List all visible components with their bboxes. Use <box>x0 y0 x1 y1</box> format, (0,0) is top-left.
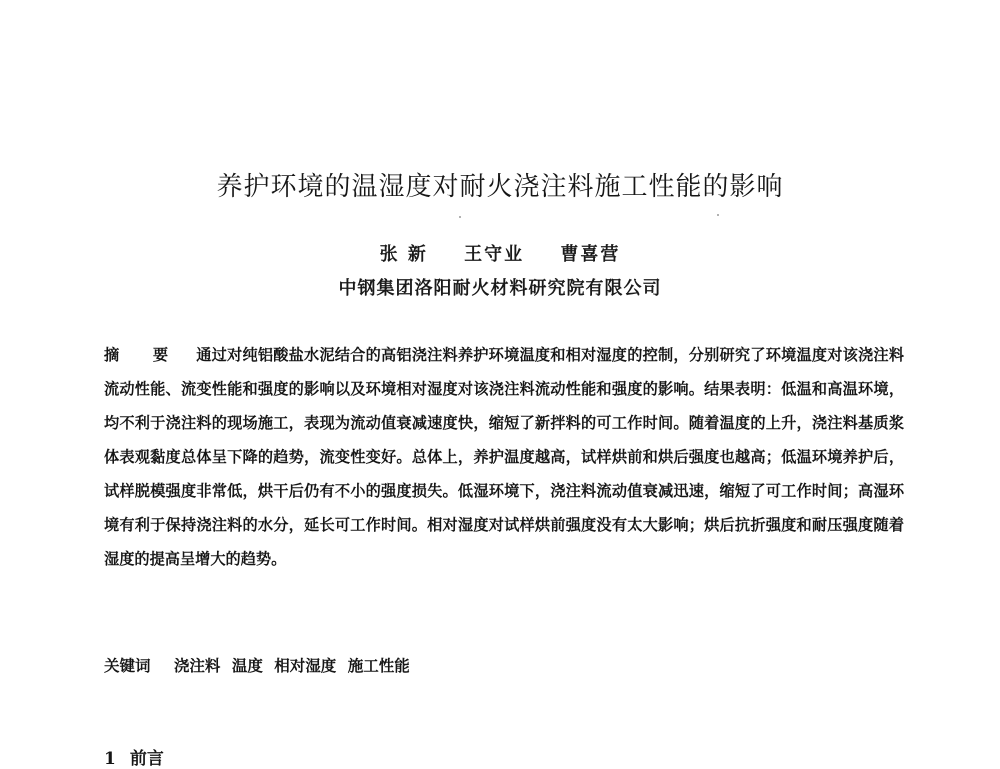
paper-title: 养护环境的温湿度对耐火浇注料施工性能的影响 <box>216 172 784 202</box>
keywords <box>104 654 416 676</box>
abstract-label: 摘 要 <box>104 346 183 364</box>
keyword: 温度 <box>231 656 263 675</box>
author-list <box>0 240 1000 266</box>
abstract <box>104 338 904 576</box>
keyword: 相对湿度 <box>274 656 337 675</box>
author-name: 曹喜营 <box>560 244 621 265</box>
section-heading <box>104 744 164 769</box>
keywords-label: 关键词 <box>104 656 151 675</box>
author-name: 张 新 <box>379 244 428 265</box>
keyword: 施工性能 <box>347 656 410 675</box>
abstract-text: 通过对纯铝酸盐水泥结合的高铝浇注料养护环境温度和相对湿度的控制，分别研究了环境温度对该浇注料流动性能、流变性能和强度的影响以及环境相对湿度对该浇注料流动性能和强度的影响。结果表明：低温和高温环境，均不利于浇注料的现场施工，表现为流动值衰减速度快，缩短了新拌料的可工作时间。随着温度的上升，浇注料基质浆体表观黏度总体呈下降的趋势，流变性变好。总体上，养护温度越高，试样烘前和烘后强度也越高；低温环境养护后，试样脱模强度非常低，烘干后仍有不小的强度损失。低湿环境下，浇注料流动值衰减迅速，缩短了可工作时间；高湿环境有利于保持浇注料的水分，延长可工作时间。相对湿度对试样烘前强度没有太大影响；烘后抗折强度和耐压强度随着湿度的提高呈增大的趋势。 <box>104 346 905 568</box>
keyword: 浇注料 <box>173 656 221 675</box>
section-number: 1 <box>104 749 116 769</box>
scan-speck <box>717 214 719 216</box>
scan-speck <box>459 216 461 218</box>
author-affiliation: 中钢集团洛阳耐火材料研究院有限公司 <box>338 278 662 299</box>
author-name: 王守业 <box>464 244 525 265</box>
section-title: 前言 <box>129 749 164 769</box>
